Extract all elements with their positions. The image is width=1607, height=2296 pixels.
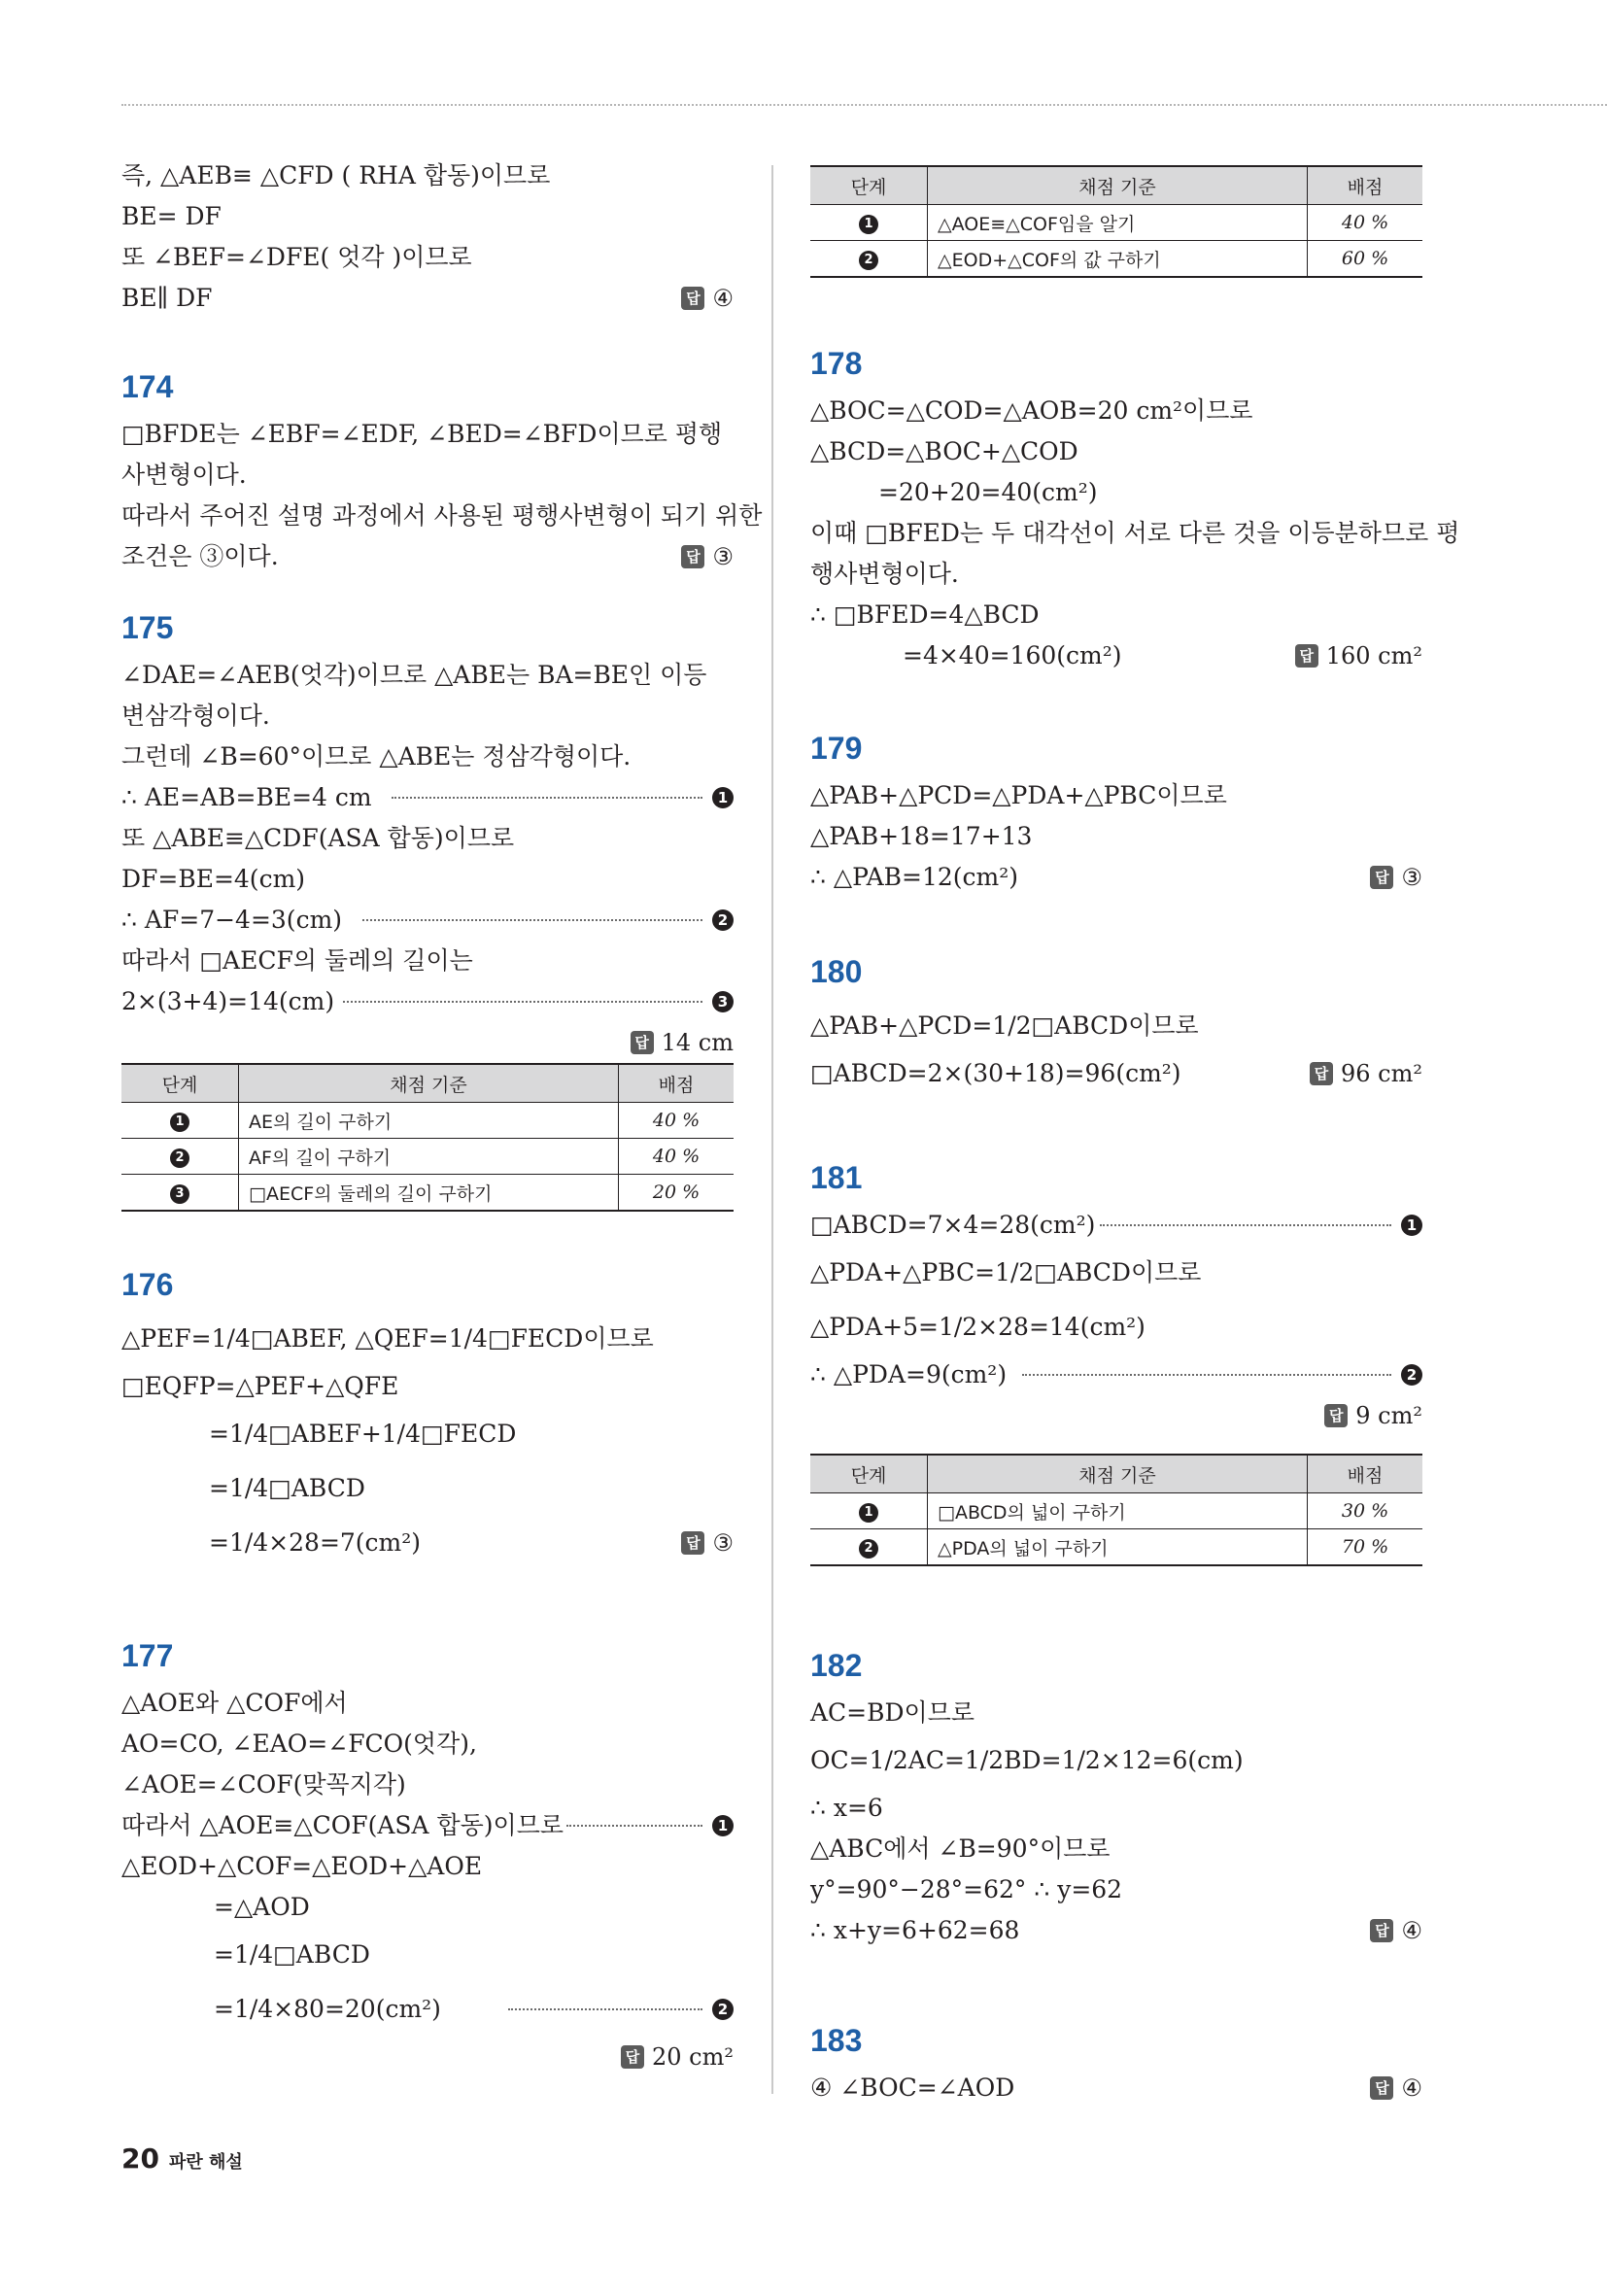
step-number: 3 <box>170 1184 189 1204</box>
solution-line: ∴ □BFED=4△BCD <box>810 600 1040 629</box>
problem-180 <box>810 944 1422 1094</box>
solution-line: △PDA+△PBC=1/2□ABCD이므로 <box>810 1258 1202 1286</box>
answer-badge: 답 <box>1370 866 1393 889</box>
answer-label: 답 ③ <box>681 1516 734 1570</box>
top-dotted-rule <box>121 104 1607 106</box>
problem-174 <box>121 360 763 577</box>
solution-line: =1/4□ABCD <box>214 1940 370 1969</box>
solution-line: 따라서 △AOE≡△COF(ASA 합동)이므로 1 <box>121 1805 734 1846</box>
solution-line: ∴ △PAB=12(cm²) 답 ③ <box>810 857 1422 898</box>
solution-line: AO=CO, ∠EAO=∠FCO(엇각), <box>121 1730 477 1758</box>
criterion: □ABCD의 넓이 구하기 <box>928 1493 1308 1529</box>
answer-badge: 답 <box>621 2045 644 2069</box>
answer-badge: 답 <box>681 545 704 568</box>
scoring-table <box>810 1454 1422 1566</box>
problem-number: 178 <box>810 346 863 381</box>
solution-line <box>121 1022 734 1063</box>
answer-badge: 답 <box>631 1031 654 1054</box>
solution-line: □ABCD=2×(30+18)=96(cm²) 답 96 cm² <box>810 1053 1422 1094</box>
answer-label: 답 14 cm <box>631 1022 734 1063</box>
solution-line: ∴ x=6 <box>810 1794 883 1822</box>
solution-line: =1/4×28=7(cm²) 답 ③ <box>121 1516 734 1570</box>
step-marker: 3 <box>343 981 734 1022</box>
problem-183 <box>810 2013 1422 2108</box>
answer-label: 답 ③ <box>1370 857 1422 898</box>
problem-number: 176 <box>121 1267 174 1302</box>
problem-number: 179 <box>810 731 863 766</box>
solution-line: △PDA+5=1/2×28=14(cm²) <box>810 1313 1145 1341</box>
score: 40 % <box>1308 205 1423 241</box>
answer-label: 답 20 cm² <box>621 2037 734 2077</box>
solution-line: 또 △ABE≡△CDF(ASA 합동)이므로 <box>121 824 515 852</box>
score: 30 % <box>1308 1493 1423 1529</box>
step-number: 1 <box>170 1113 189 1132</box>
problem-181 <box>810 1150 1422 1559</box>
solution-line: 또 ∠BEF=∠DFE( 엇각 )이므로 <box>121 243 472 271</box>
criterion: △AOE≡△COF임을 알기 <box>928 205 1308 241</box>
continued-solution <box>121 155 734 319</box>
solution-line: 사변형이다. <box>121 461 247 489</box>
answer-label: 답 ④ <box>681 278 734 319</box>
solution-line: 따라서 주어진 설명 과정에서 사용된 평행사변형이 되기 위한 <box>121 501 763 530</box>
problem-number: 180 <box>810 954 863 989</box>
score: 20 % <box>619 1175 735 1212</box>
problem-175 <box>121 600 734 1205</box>
solution-line: △AOE와 △COF에서 <box>121 1689 348 1717</box>
score: 40 % <box>619 1139 735 1175</box>
solution-line <box>810 1395 1422 1436</box>
table-header: 단계 <box>121 1064 239 1103</box>
solution-line: △PAB+△PCD=1/2□ABCD이므로 <box>810 1011 1199 1040</box>
solution-line: △BOC=△COD=△AOB=20 cm²이므로 <box>810 396 1253 425</box>
step-number: 1 <box>859 1503 878 1523</box>
solution-line: △BCD=△BOC+△COD <box>810 437 1078 465</box>
solution-line: 조건은 ③이다. 답 ③ <box>121 536 734 577</box>
step-marker: 2 <box>362 900 734 941</box>
problem-number: 174 <box>121 369 174 404</box>
footer-label: 파란 해설 <box>168 2152 243 2173</box>
solution-line: DF=BE=4(cm) <box>121 865 306 893</box>
solution-line: ∴ △PDA=9(cm²) 2 <box>810 1354 1422 1395</box>
solution-line: 즉, △AEB≡ △CFD ( RHA 합동)이므로 <box>121 161 551 189</box>
answer-label: 답 160 cm² <box>1295 635 1422 676</box>
solution-line: ∴ AE=AB=BE=4 cm 1 <box>121 777 734 818</box>
table-header: 배점 <box>619 1064 735 1103</box>
step-number: 2 <box>859 251 878 270</box>
page-footer <box>121 2142 243 2175</box>
table-header: 채점 기준 <box>239 1064 619 1103</box>
column-divider <box>771 165 773 2094</box>
table-header: 배점 <box>1308 166 1423 205</box>
score: 70 % <box>1308 1529 1423 1566</box>
solution-line: OC=1/2AC=1/2BD=1/2×12=6(cm) <box>810 1746 1244 1774</box>
solution-line: 2×(3+4)=14(cm) 3 <box>121 981 734 1022</box>
solution-line: =△AOD <box>214 1893 310 1921</box>
solution-line: 따라서 □AECF의 둘레의 길이는 <box>121 946 473 975</box>
criterion: AE의 길이 구하기 <box>239 1103 619 1139</box>
page-number: 20 <box>121 2142 159 2175</box>
solution-line: □EQFP=△PEF+△QFE <box>121 1372 399 1400</box>
solution-line: y°=90°−28°=62° ∴ y=62 <box>810 1875 1123 1903</box>
problem-number: 181 <box>810 1160 863 1195</box>
solution-line: 그런데 ∠B=60°이므로 △ABE는 정삼각형이다. <box>121 742 632 771</box>
criterion: □AECF의 둘레의 길이 구하기 <box>239 1175 619 1212</box>
solution-line: △PAB+18=17+13 <box>810 822 1033 850</box>
table-header: 채점 기준 <box>928 166 1308 205</box>
problem-number: 177 <box>121 1638 174 1673</box>
answer-label: 답 ④ <box>1370 1910 1422 1951</box>
answer-label: 답 ③ <box>681 536 734 577</box>
solution-line: △EOD+△COF=△EOD+△AOE <box>121 1852 483 1880</box>
table-header: 배점 <box>1308 1455 1423 1493</box>
problem-177 <box>121 1628 734 2077</box>
problem-number: 182 <box>810 1648 863 1683</box>
table-row <box>810 1529 1422 1566</box>
table-header: 단계 <box>810 166 928 205</box>
answer-badge: 답 <box>1370 1919 1393 1942</box>
table-header: 채점 기준 <box>928 1455 1308 1493</box>
answer-badge: 답 <box>1310 1062 1333 1085</box>
solution-line: =4×40=160(cm²) 답 160 cm² <box>810 635 1422 676</box>
answer-label: 답 ④ <box>1370 2068 1422 2108</box>
step-marker: 1 <box>1100 1205 1422 1246</box>
table-row <box>121 1103 734 1139</box>
problem-number: 183 <box>810 2023 863 2058</box>
solution-line: ④ ∠BOC=∠AOD 답 ④ <box>810 2068 1422 2108</box>
problem-176 <box>121 1257 734 1570</box>
solution-line <box>121 2037 734 2077</box>
criterion: AF의 길이 구하기 <box>239 1139 619 1175</box>
problem-178 <box>810 336 1460 676</box>
solution-line: △PAB+△PCD=△PDA+△PBC이므로 <box>810 781 1227 809</box>
solution-line: AC=BD이므로 <box>810 1698 974 1727</box>
answer-badge: 답 <box>681 1531 704 1555</box>
solution-line: □ABCD=7×4=28(cm²) 1 <box>810 1205 1422 1246</box>
problem-number: 175 <box>121 610 174 645</box>
answer-badge: 답 <box>1324 1404 1348 1427</box>
answer-badge: 답 <box>1370 2076 1393 2100</box>
score: 60 % <box>1308 241 1423 278</box>
solution-line: ∴ x+y=6+62=68 답 ④ <box>810 1910 1422 1951</box>
solution-line: 행사변형이다. <box>810 560 959 588</box>
answer-badge: 답 <box>681 287 704 310</box>
step-number: 2 <box>859 1539 878 1559</box>
step-number: 1 <box>859 215 878 234</box>
answer-label: 답 9 cm² <box>1324 1395 1422 1436</box>
problem-179 <box>810 721 1422 898</box>
solution-line: 변삼각형이다. <box>121 702 270 730</box>
table-row <box>810 241 1422 278</box>
scoring-table <box>810 165 1422 278</box>
step-number: 2 <box>170 1148 189 1168</box>
step-marker: 1 <box>392 777 734 818</box>
solution-line: ∠AOE=∠COF(맞꼭지각) <box>121 1770 406 1799</box>
step-marker: 2 <box>1022 1354 1422 1395</box>
solution-line: =1/4□ABCD <box>209 1474 365 1502</box>
solution-line: =1/4□ABEF+1/4□FECD <box>209 1420 517 1448</box>
table-header: 단계 <box>810 1455 928 1493</box>
solution-line: □BFDE는 ∠EBF=∠EDF, ∠BED=∠BFD이므로 평행 <box>121 420 723 448</box>
table-row <box>810 1493 1422 1529</box>
table-row <box>810 205 1422 241</box>
solution-line: =20+20=40(cm²) <box>878 478 1098 506</box>
solution-line: △ABC에서 ∠B=90°이므로 <box>810 1834 1111 1863</box>
criterion: △PDA의 넓이 구하기 <box>928 1529 1308 1566</box>
criterion: △EOD+△COF의 값 구하기 <box>928 241 1308 278</box>
score: 40 % <box>619 1103 735 1139</box>
solution-line: △PEF=1/4□ABEF, △QEF=1/4□FECD이므로 <box>121 1324 654 1353</box>
problem-182 <box>810 1638 1422 1951</box>
solution-line: ∠DAE=∠AEB(엇각)이므로 △ABE는 BA=BE인 이등 <box>121 661 707 689</box>
table-row <box>121 1175 734 1212</box>
table-row <box>121 1139 734 1175</box>
scoring-table <box>121 1063 734 1212</box>
solution-line: BE∥ DF 답 ④ <box>121 278 734 319</box>
solution-line: ∴ AF=7−4=3(cm) 2 <box>121 900 734 941</box>
answer-label: 답 96 cm² <box>1310 1053 1422 1094</box>
solution-line: =1/4×80=20(cm²) 2 <box>121 1982 734 2037</box>
step-marker: 1 <box>566 1805 734 1846</box>
answer-badge: 답 <box>1295 644 1318 668</box>
step-marker: 2 <box>508 1982 734 2037</box>
solution-line: BE= DF <box>121 202 222 230</box>
solution-line: 이때 □BFED는 두 대각선이 서로 다른 것을 이등분하므로 평 <box>810 519 1460 547</box>
